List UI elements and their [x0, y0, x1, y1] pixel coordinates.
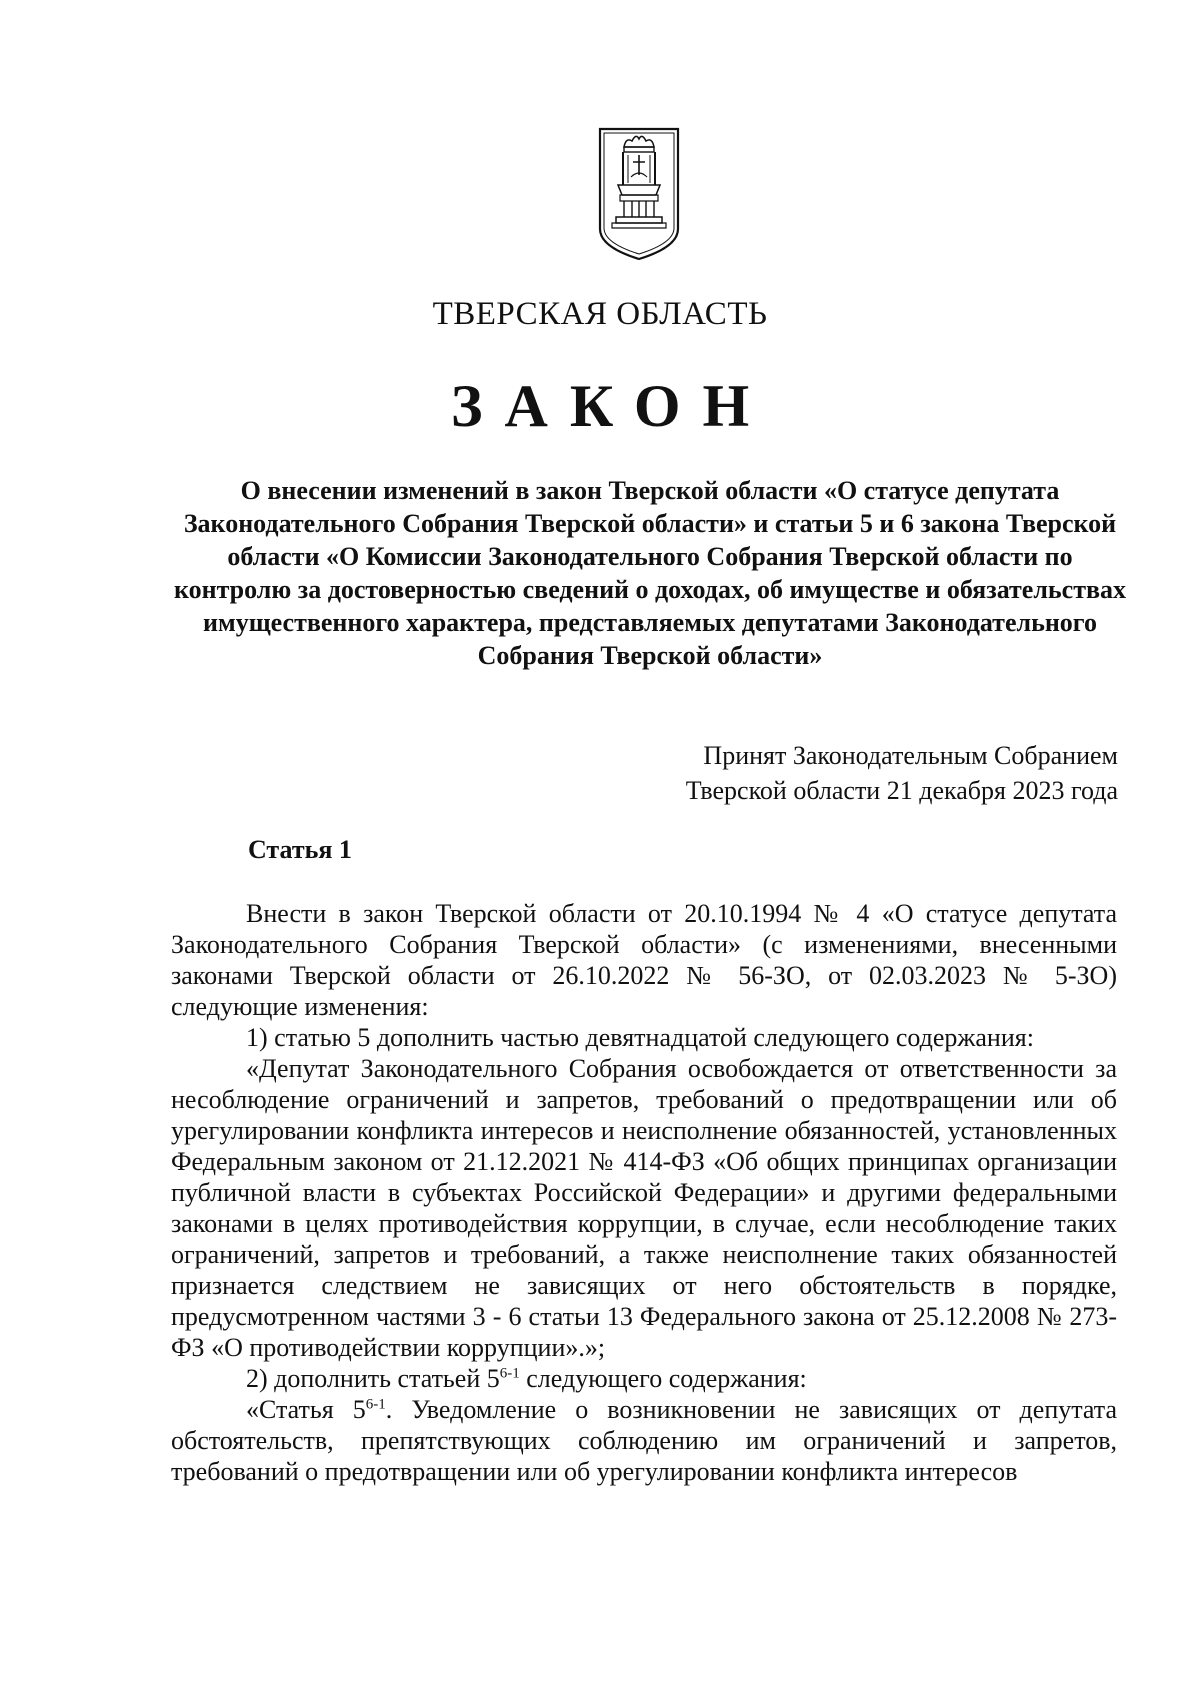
- tver-coat-of-arms-icon: [596, 125, 682, 261]
- law-title: О внесении изменений в закон Тверской области «О статусе депутата Законодательного Собрания Тверской области» и статьи 5 и 6 закона Тверской области «О Комиссии Законодательного Собрания Тверской области по контролю за достоверностью сведений о доходах, об имуществе и обязательствах имущественного характера, представляемых депутатами Законодательного Собрания Тверской области»: [173, 476, 1127, 670]
- adoption-line-2: Тверской области 21 декабря 2023 года: [685, 776, 1118, 805]
- text-run: следующего содержания:: [519, 1364, 807, 1393]
- paragraph: 1) статью 5 дополнить частью девятнадцатой следующего содержания:: [246, 1023, 1034, 1052]
- article-body: [171, 898, 1117, 1487]
- paragraph: [171, 1363, 1117, 1394]
- superscript: 6-1: [499, 1365, 520, 1382]
- adoption-line-1: Принят Законодательным Собранием: [703, 741, 1118, 770]
- text-run: . Уведомление о возникновении не зависящих от депутата обстоятельств, препятствующих соблюдению им ограничений и запретов, требований о предотвращении или об урегулировании конфликта интересов: [171, 1395, 1117, 1486]
- document-type-heading: ЗАКОН: [450, 373, 772, 439]
- paragraph: [171, 1394, 1117, 1487]
- region-heading: ТВЕРСКАЯ ОБЛАСТЬ: [432, 296, 768, 332]
- paragraph: «Депутат Законодательного Собрания освобождается от ответственности за несоблюдение ограничений и запретов, требований о предотвращении или об урегулировании конфликта интересов и неисполнение обязанностей, установленных Федеральным законом от 21.12.2021 № 414-ФЗ «Об общих принципах организации публичной власти в субъектах Российской Федерации» и другими федеральными законами в целях противодействия коррупции, в случае, если несоблюдение таких ограничений, запретов и требований, а также неисполнение таких обязанностей признается следствием не зависящих от него обстоятельств в порядке, предусмотренном частями 3 - 6 статьи 13 Федерального закона от 25.12.2008 № 273-ФЗ «О противодействии коррупции».»;: [171, 1054, 1117, 1362]
- paragraph: Внести в закон Тверской области от 20.10.1994 № 4 «О статусе депутата Законодательного Собрания Тверской области» (с изменениями, внесенными законами Тверской области от 26.10.2022 № 56-ЗО, от 02.03.2023 № 5-ЗО) следующие изменения:: [171, 899, 1117, 1021]
- text-run: 2) дополнить статьей 5: [246, 1364, 500, 1393]
- superscript: 6-1: [365, 1396, 386, 1413]
- article-heading: Статья 1: [248, 835, 352, 864]
- text-run: «Статья 5: [246, 1395, 366, 1424]
- adoption-note: [686, 738, 1118, 808]
